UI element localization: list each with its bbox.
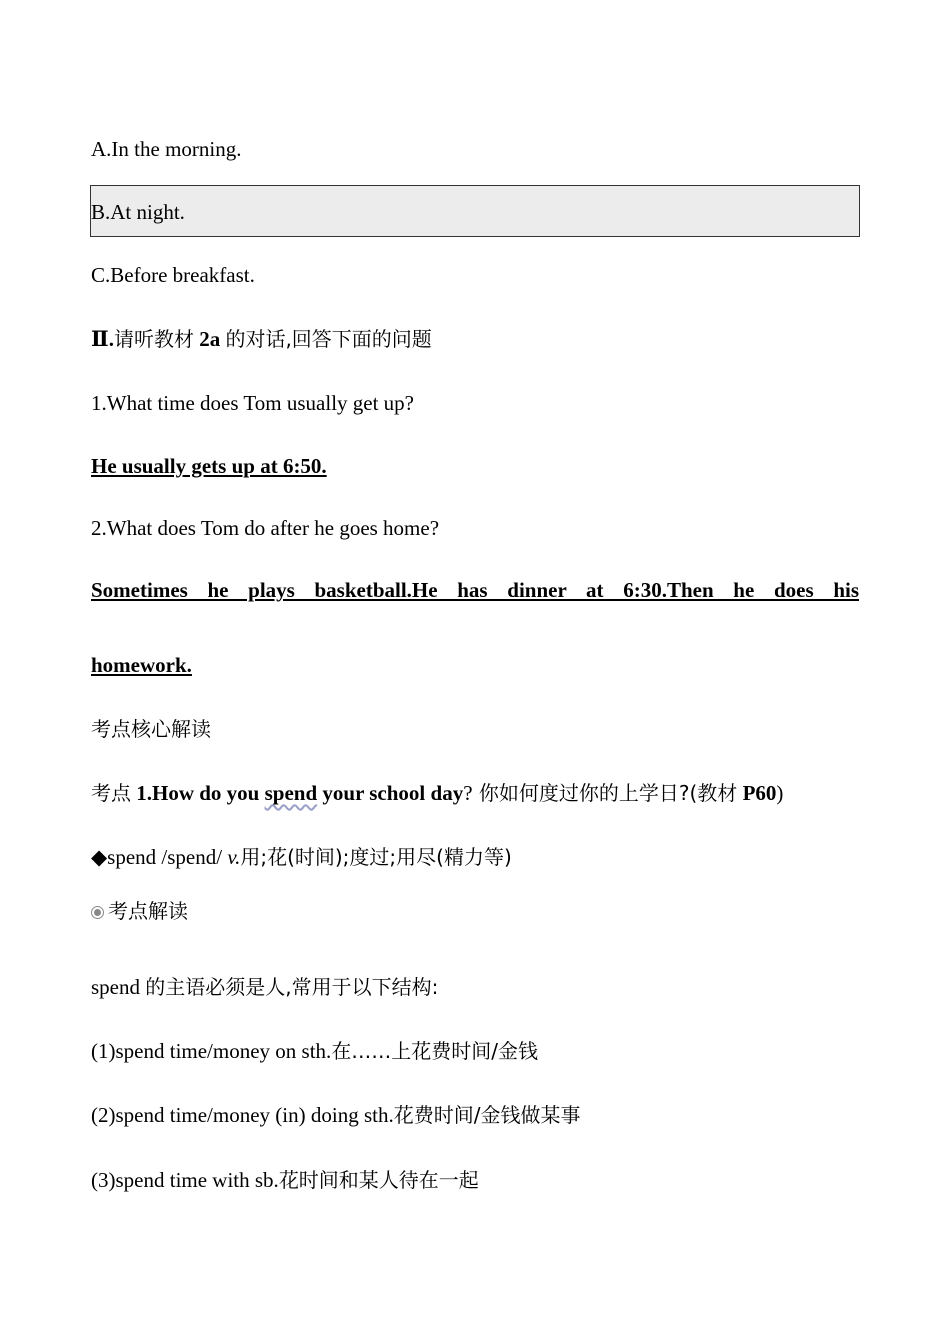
structure-2-en: (2)spend time/money (in) doing sth. bbox=[91, 1103, 394, 1127]
answer-2-line-2: homework. bbox=[91, 653, 192, 677]
option-a: A.In the morning. bbox=[91, 137, 242, 161]
vocab-pos: v. bbox=[227, 845, 241, 869]
section-instruction-pre: 请听教材 bbox=[113, 327, 194, 351]
structure-3-cn: 花时间和某人待在一起 bbox=[278, 1168, 479, 1192]
point-sentence-post: your school day bbox=[317, 781, 464, 805]
point-label: 考点 bbox=[91, 781, 131, 805]
question-1: 1.What time does Tom usually get up? bbox=[91, 391, 414, 415]
structure-3-en: (3)spend time with sb. bbox=[91, 1168, 279, 1192]
section-instruction-post: 的对话,回答下面的问题 bbox=[225, 327, 432, 351]
rule-word: spend bbox=[91, 975, 140, 999]
core-heading: 考点核心解读 bbox=[91, 717, 211, 741]
radio-dot-icon bbox=[91, 906, 104, 919]
structure-1-en: (1)spend time/money on sth. bbox=[91, 1039, 332, 1063]
diamond-bullet-icon: ◆ bbox=[91, 845, 108, 869]
point-close: ) bbox=[776, 781, 784, 805]
question-2: 2.What does Tom do after he goes home? bbox=[91, 516, 440, 540]
structure-1 bbox=[91, 1038, 538, 1064]
section-textbook-ref: 2a bbox=[199, 327, 221, 351]
vocab-meaning: 用;花(时间);度过;用尽(精力等) bbox=[240, 845, 512, 869]
option-b-highlighted bbox=[90, 185, 860, 237]
answer-2-line-1: Sometimes he plays basketball.He has dinner at 6:30.Then he does his bbox=[91, 578, 859, 602]
structure-2 bbox=[91, 1102, 580, 1128]
vocab-word: spend /spend/ bbox=[107, 845, 228, 869]
explain-heading-text: 考点解读 bbox=[108, 899, 188, 923]
section-2-heading bbox=[91, 326, 432, 352]
structure-2-cn: 花费时间/金钱做某事 bbox=[393, 1103, 581, 1127]
answer-1: He usually gets up at 6:50. bbox=[91, 454, 327, 478]
structure-1-cn: 在……上花费时间/金钱 bbox=[331, 1039, 539, 1063]
structure-3 bbox=[91, 1167, 479, 1193]
vocab-entry bbox=[91, 844, 512, 870]
option-b-text: B.At night. bbox=[91, 200, 185, 224]
explain-heading bbox=[91, 898, 188, 924]
point-page-ref: P60 bbox=[742, 781, 777, 805]
point-key-word: spend bbox=[264, 781, 318, 805]
point-translation: 你如何度过你的上学日?(教材 bbox=[472, 781, 738, 805]
option-c: C.Before breakfast. bbox=[91, 263, 255, 287]
section-numeral: Ⅱ. bbox=[91, 327, 114, 351]
rule-text bbox=[91, 974, 438, 1000]
point-question-mark: ? bbox=[463, 781, 473, 805]
point-sentence-pre: How do you bbox=[152, 781, 265, 805]
point-1-heading bbox=[91, 780, 783, 806]
point-number: 1. bbox=[136, 781, 152, 805]
rule-description: 的主语必须是人,常用于以下结构: bbox=[145, 975, 439, 999]
